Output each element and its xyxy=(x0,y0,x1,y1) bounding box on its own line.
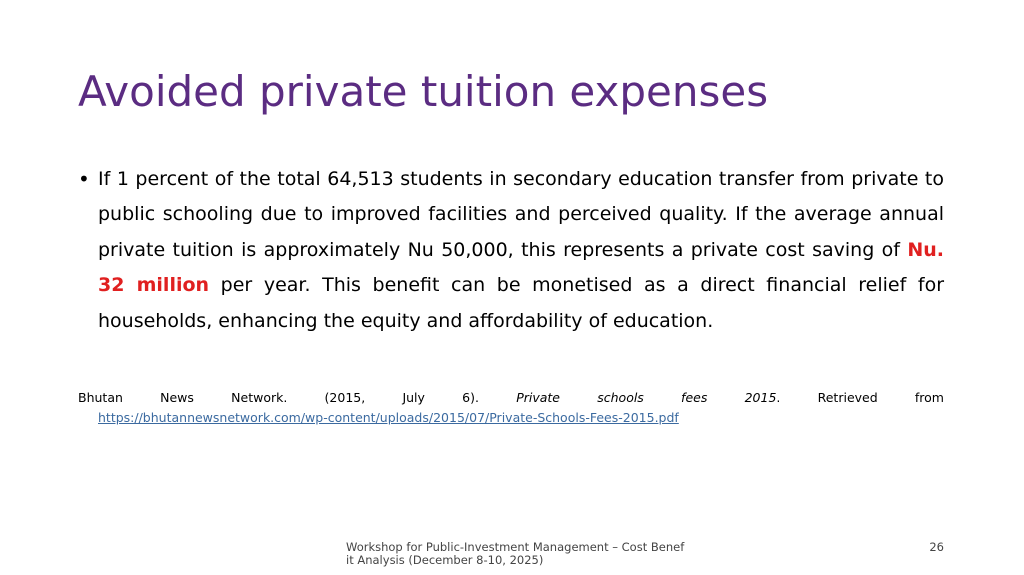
page-number: 26 xyxy=(929,540,944,554)
bullet-point xyxy=(78,162,944,339)
reference-link[interactable]: https://bhutannewsnetwork.com/wp-content/uploads/2015/07/Private-Schools-Fees-2015.pdf xyxy=(98,410,679,425)
reference-retrieved: . Retrieved from xyxy=(776,390,944,405)
reference-work-title: Private schools fees 2015 xyxy=(516,390,777,405)
footer-text: Workshop for Public-Investment Management – Cost Benefit Analysis (December 8-10, 2025) xyxy=(346,540,685,567)
reference-line xyxy=(78,388,944,408)
reference-authors: Bhutan News Network. (2015, July 6). xyxy=(78,390,517,405)
bullet-paragraph xyxy=(98,162,944,339)
cost-saving-highlight: Nu. 32 million xyxy=(98,238,944,297)
reference-citation xyxy=(78,388,944,428)
slide-title: Avoided private tuition expenses xyxy=(78,67,769,116)
bullet-text-after: per year. This benefit can be monetised as a direct financial relief for households, enhancing the equity and affordability of education. xyxy=(98,274,945,332)
bullet-dot-icon: • xyxy=(78,167,90,191)
bullet-text-before: If 1 percent of the total 64,513 students in secondary education transfer from private to public schooling due to improved facilities and perceived quality. If the average annual private tuition is approximately Nu 50,000, this represents a private cost saving of xyxy=(98,168,944,261)
